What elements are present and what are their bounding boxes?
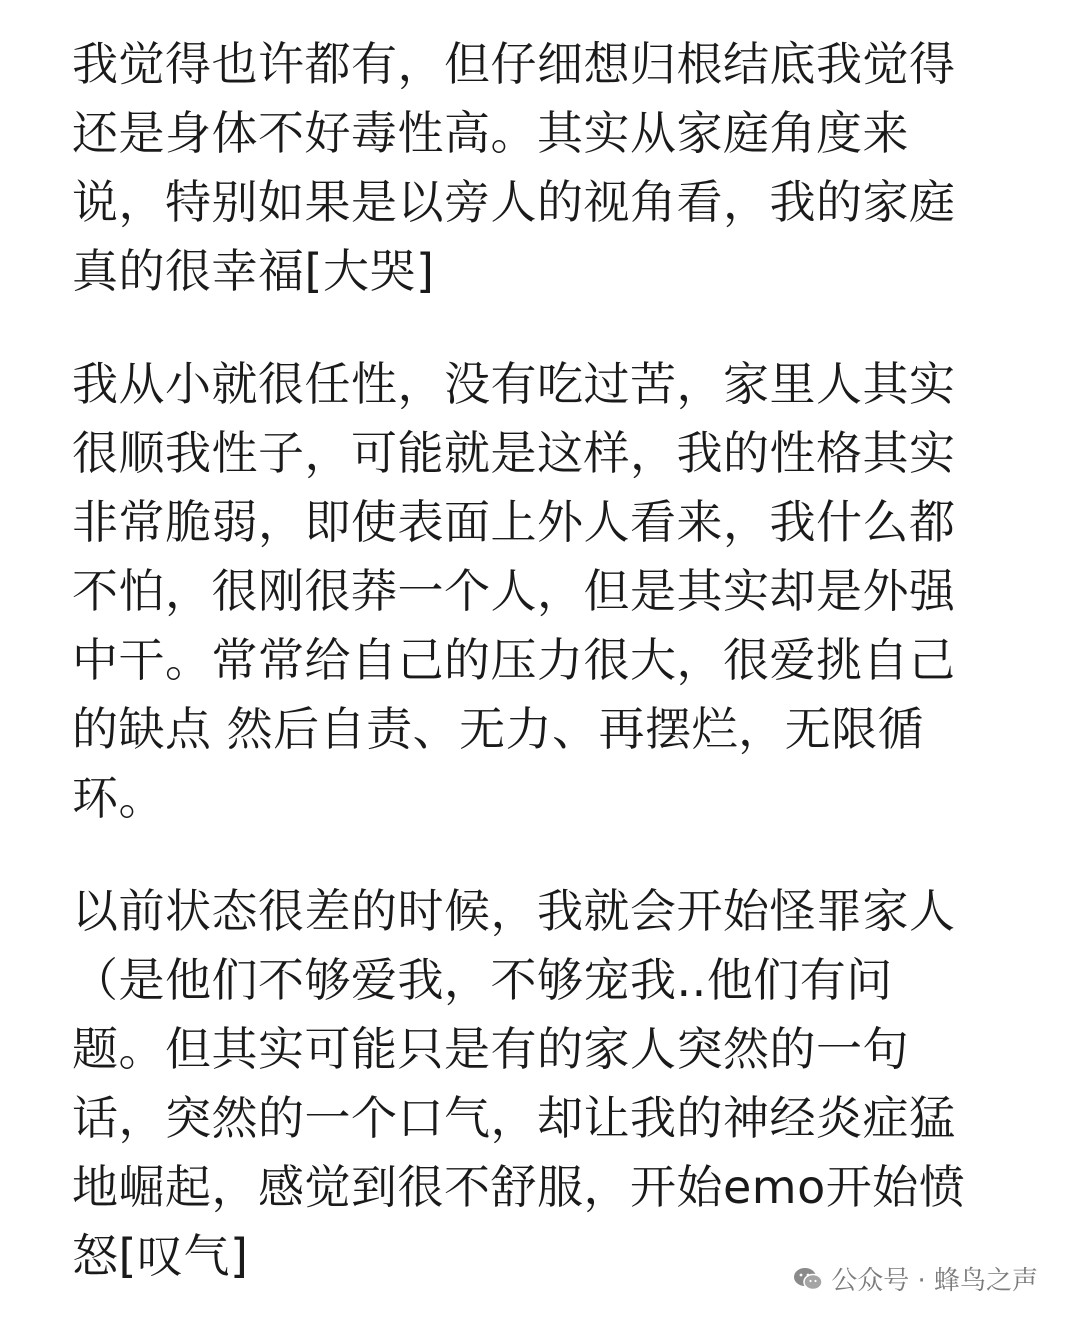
text-line: 我从小就很任性，没有吃过苦，家里人其实 (72, 357, 956, 411)
text-line: 怒[叹气] (72, 1229, 249, 1283)
text-line: 不怕，很刚很莽一个人，但是其实却是外强 (72, 564, 956, 618)
text-line: 地崛起，感觉到很不舒服，开始emo开始愤 (72, 1160, 966, 1214)
text-line: 的缺点 然后自责、无力、再摆烂，无限循 (72, 702, 925, 756)
watermark-text: 公众号 · 蜂鸟之声 (831, 1266, 1038, 1296)
text-line: 话，突然的一个口气，却让我的神经炎症猛 (72, 1091, 956, 1145)
text-line: 很顺我性子，可能就是这样，我的性格其实 (72, 426, 956, 480)
watermark (787, 1256, 1044, 1301)
text-line: 环。 (72, 771, 165, 825)
text-line: 非常脆弱，即使表面上外人看来，我什么都 (72, 495, 956, 549)
text-line: 我觉得也许都有，但仔细想归根结底我觉得 (72, 37, 956, 91)
text-line: 题。但其实可能只是有的家人突然的一句 (72, 1022, 909, 1076)
text-line: 真的很幸福[大哭] (72, 244, 435, 298)
wechat-icon (793, 1266, 823, 1292)
text-line: 还是身体不好毒性高。其实从家庭角度来 (72, 106, 909, 160)
paragraph-1 (72, 30, 1012, 306)
text-line: 中干。常常给自己的压力很大，很爱挑自己 (72, 633, 956, 687)
text-line: 以前状态很差的时候，我就会开始怪罪家人 (72, 884, 956, 938)
paragraph-2 (72, 350, 1012, 833)
paragraph-3 (72, 877, 1012, 1291)
article-body (72, 30, 1012, 1335)
text-line: 说，特别如果是以旁人的视角看，我的家庭 (72, 175, 956, 229)
text-line: （是他们不够爱我，不够宠我..他们有问 (72, 953, 893, 1007)
